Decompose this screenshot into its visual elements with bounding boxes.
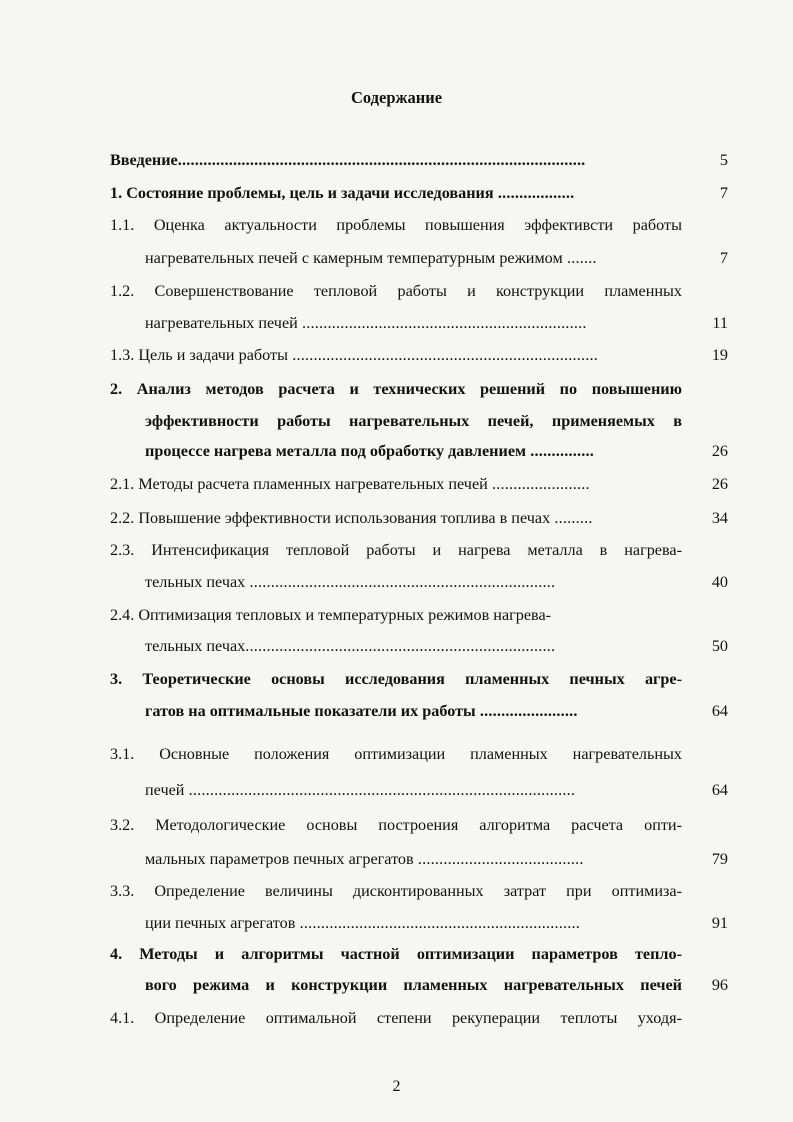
page-title: Содержание: [350, 88, 443, 107]
toc-entry-text: эффективности работы нагревательных печей, применяемых в: [145, 412, 682, 430]
toc-entry: [145, 780, 682, 800]
toc-entry: [110, 281, 682, 301]
toc-entry: [145, 975, 682, 995]
toc-leader-dots: ........................................................................: [287, 346, 598, 364]
toc-entry-text: 2.2. Повышение эффективности использования топлива в печах: [110, 509, 551, 527]
toc-entry: [145, 313, 682, 333]
toc-page-number: 79: [711, 850, 728, 868]
toc-entry: [110, 508, 682, 528]
toc-leader-dots: ...................................................................: [297, 314, 587, 332]
toc-page-number: 50: [711, 637, 728, 655]
toc-leader-dots: .......................: [475, 702, 578, 720]
toc-entry: [145, 913, 682, 933]
toc-leader-dots: .......: [562, 249, 597, 267]
toc-entry-text: ции печных агрегатов: [145, 914, 296, 932]
toc-page-number: 40: [711, 573, 728, 591]
toc-entry: [145, 441, 682, 461]
toc-leader-dots: .........: [550, 509, 593, 527]
toc-page-number: 11: [712, 314, 728, 332]
toc-page-number: 26: [711, 475, 728, 493]
toc-entry: [110, 150, 682, 170]
toc-page-number: 19: [711, 346, 728, 364]
toc-entry-text: 4. Методы и алгоритмы частной оптимизации параметров тепло-: [110, 945, 682, 963]
toc-leader-dots: ...........................................................................................: [184, 781, 576, 799]
toc-entry-text: тельных печах: [145, 573, 246, 591]
toc-entry: [145, 701, 682, 721]
toc-entry: [145, 411, 682, 431]
toc-entry: [145, 248, 682, 268]
toc-entry-text: 2.4. Оптимизация тепловых и температурных режимов нагрева-: [110, 606, 552, 624]
toc-entry: [110, 744, 682, 764]
toc-page-number: 34: [711, 509, 728, 527]
toc-leader-dots: .......................................: [413, 850, 584, 868]
toc-entry-text: гатов на оптимальные показатели их работы: [145, 702, 476, 720]
toc-leader-dots: .........................................................................: [245, 637, 556, 655]
toc-entry-text: 1.1. Оценка актуальности проблемы повышения эффективсти работы: [110, 216, 682, 234]
toc-leader-dots: ...............: [526, 442, 594, 460]
toc-entry: [110, 881, 682, 901]
toc-entry: [110, 1008, 682, 1028]
toc-entry-text: вого режима и конструкции пламенных нагревательных печей: [145, 976, 682, 994]
toc-leader-dots: .......................: [487, 475, 590, 493]
toc-leader-dots: ..................: [493, 184, 575, 202]
toc-page-number: 64: [711, 781, 728, 799]
toc-entry-text: 4.1. Определение оптимальной степени рекуперации теплоты уходя-: [110, 1009, 682, 1027]
toc-entry: [110, 474, 682, 494]
toc-entry: [145, 849, 682, 869]
toc-page-number: 5: [719, 151, 728, 169]
toc-leader-dots: ................................................................................................: [177, 151, 586, 169]
toc-entry-text: Введение: [110, 151, 178, 169]
toc-entry-text: 2.1. Методы расчета пламенных нагревательных печей: [110, 475, 488, 493]
toc-entry-text: 2.3. Интенсификация тепловой работы и нагрева металла в нагрева-: [110, 541, 682, 559]
toc-page-number: 26: [711, 442, 728, 460]
toc-entry-text: 2. Анализ методов расчета и технических решений по повышению: [110, 380, 682, 398]
toc-entry-text: мальных параметров печных агрегатов: [145, 850, 414, 868]
toc-leader-dots: ........................................................................: [245, 573, 556, 591]
toc-entry-text: 1.3. Цель и задачи работы: [110, 346, 288, 364]
toc-entry: [110, 669, 682, 689]
toc-entry-text: процессе нагрева металла под обработку давлением: [145, 442, 527, 460]
toc-entry: [110, 345, 682, 365]
toc-entry: [145, 572, 682, 592]
toc-entry-text: 3. Теоретические основы исследования пламенных печных агре-: [110, 670, 682, 688]
toc-entry: [110, 215, 682, 235]
page-number: 2: [392, 1078, 401, 1095]
toc-entry: [110, 183, 682, 203]
toc-page-number: 96: [711, 976, 728, 994]
toc-entry-text: 1. Состояние проблемы, цель и задачи исследования: [110, 184, 494, 202]
toc-page-number: 91: [711, 914, 728, 932]
toc-entry-text: нагревательных печей: [145, 314, 298, 332]
toc-entry-text: печей: [145, 781, 185, 799]
toc-page-number: 7: [719, 249, 728, 267]
toc-page-number: 64: [711, 702, 728, 720]
toc-entry-text: 3.2. Методологические основы построения алгоритма расчета опти-: [110, 816, 682, 834]
toc-entry-text: тельных печах: [145, 637, 246, 655]
toc-page-number: 7: [719, 184, 728, 202]
toc-entry: [110, 540, 682, 560]
toc-entry: [110, 944, 682, 964]
toc-entry: [145, 636, 682, 656]
toc-entry-text: 3.1. Основные положения оптимизации пламенных нагревательных: [110, 745, 682, 763]
toc-entry: [110, 605, 682, 625]
toc-entry-text: нагревательных печей с камерным температурным режимом: [145, 249, 563, 267]
toc-entry-text: 3.3. Определение величины дисконтированных затрат при оптимиза-: [110, 882, 682, 900]
toc-leader-dots: ..................................................................: [295, 914, 580, 932]
toc-entry: [110, 815, 682, 835]
toc-entry: [110, 379, 682, 399]
toc-entry-text: 1.2. Совершенствование тепловой работы и конструкции пламенных: [110, 282, 682, 300]
